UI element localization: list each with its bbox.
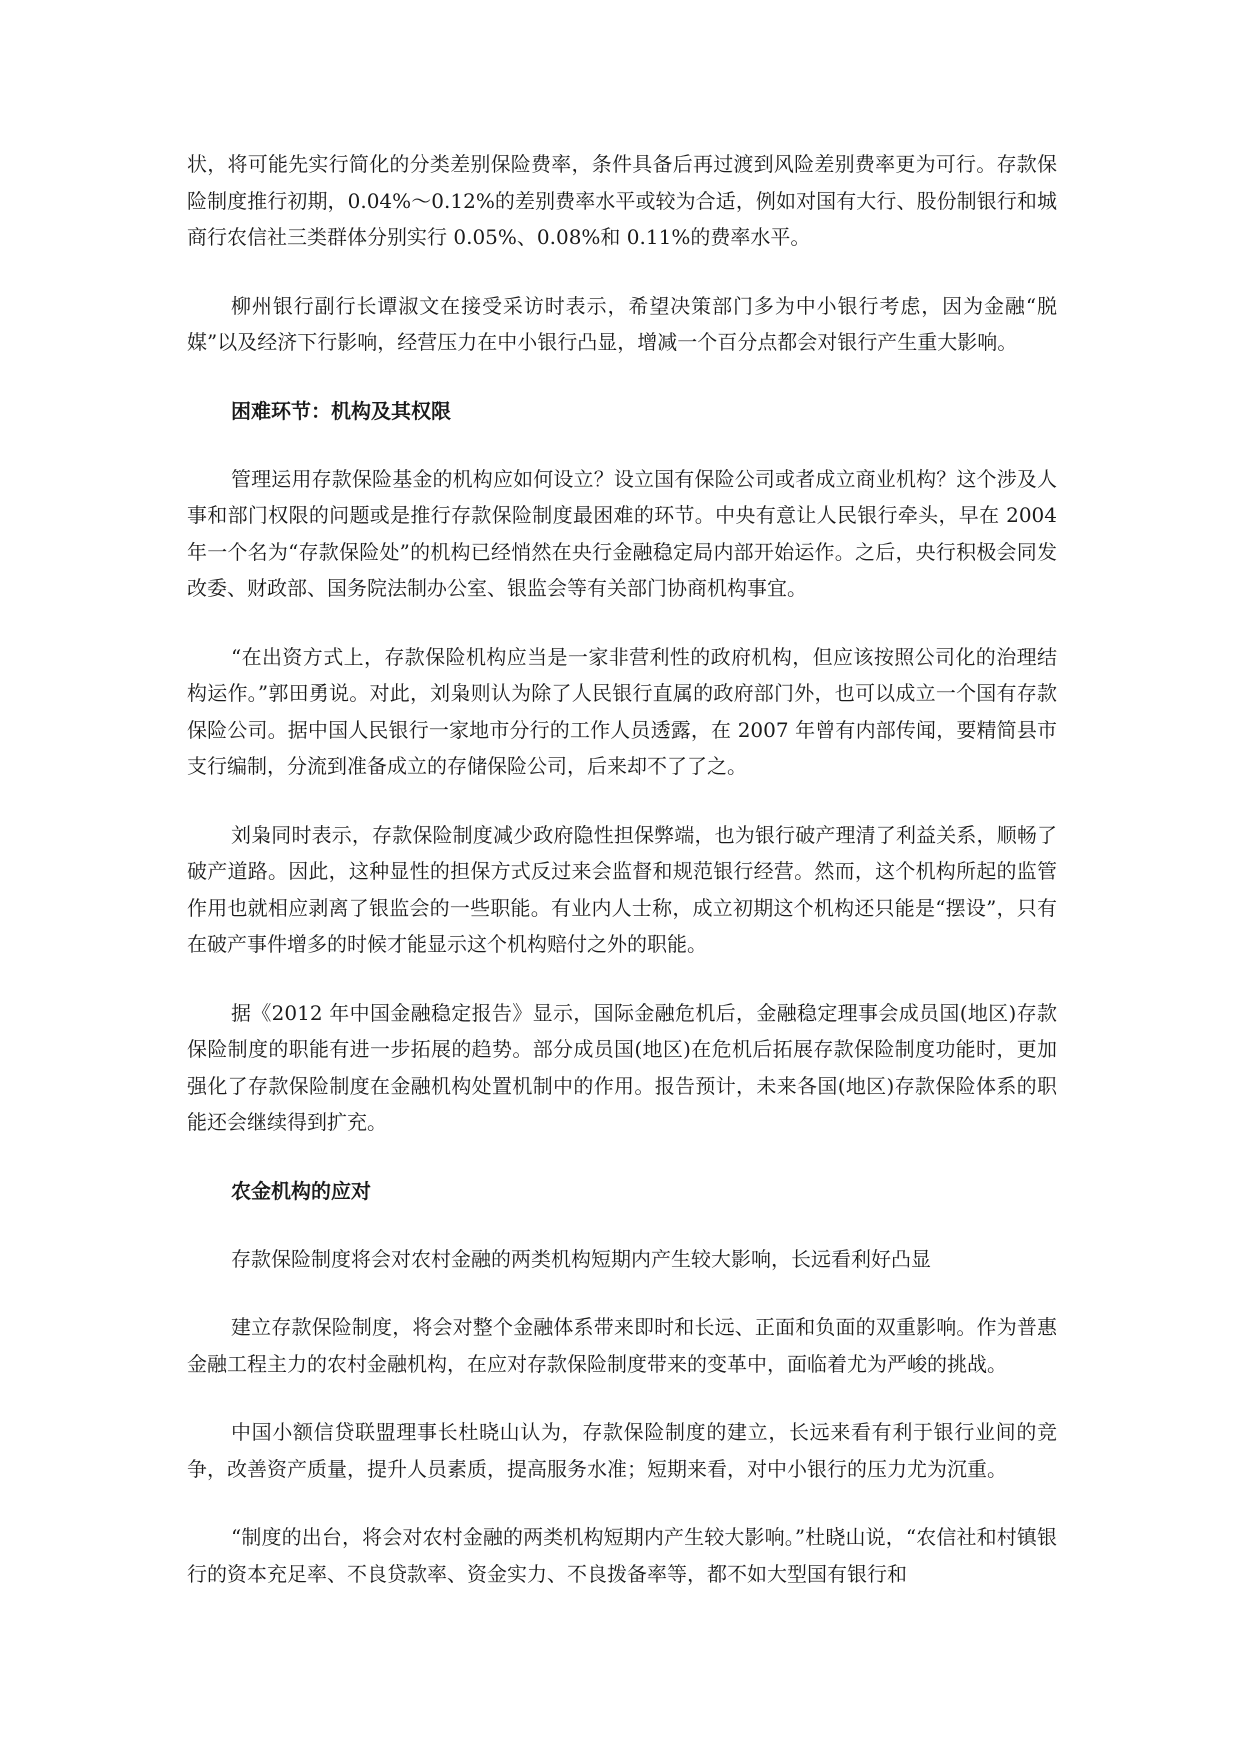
- paragraph-4: “在出资方式上，存款保险机构应当是一家非营利性的政府机构，但应该按照公司化的治理结构运作。”郭田勇说。对此，刘枭则认为除了人民银行直属的政府部门外，也可以成立一个国有存款保险公司。据中国人民银行一家地市分行的工作人员透露，在 2007 年曾有内部传闻，要精简县市支行编制，分流到准备成立的存储保险公司，后来却不了了之。: [187, 644, 1057, 778]
- paragraph-9: 中国小额信贷联盟理事长杜晓山认为，存款保险制度的建立，长远来看有利于银行业间的竞争，改善资产质量，提升人员素质，提高服务水准；短期来看，对中小银行的压力尤为沉重。: [187, 1420, 1057, 1481]
- paragraph-8: 建立存款保险制度，将会对整个金融体系带来即时和长远、正面和负面的双重影响。作为普惠金融工程主力的农村金融机构，在应对存款保险制度带来的变革中，面临着尤为严峻的挑战。: [187, 1315, 1057, 1376]
- paragraph-10: “制度的出台，将会对农村金融的两类机构短期内产生较大影响。”杜晓山说，“农信社和村镇银行的资本充足率、不良贷款率、资金实力、不良拨备率等，都不如大型国有银行和: [187, 1525, 1057, 1586]
- paragraph-5: 刘枭同时表示，存款保险制度减少政府隐性担保弊端，也为银行破产理清了利益关系，顺畅了破产道路。因此，这种显性的担保方式反过来会监督和规范银行经营。然而，这个机构所起的监管作用也就相应剥离了银监会的一些职能。有业内人士称，成立初期这个机构还只能是“摆设”，只有在破产事件增多的时候才能显示这个机构赔付之外的职能。: [187, 822, 1057, 956]
- section-heading-1: 困难环节：机构及其权限: [231, 398, 451, 423]
- paragraph-2: 柳州银行副行长谭淑文在接受采访时表示，希望决策部门多为中小银行考虑，因为金融“脱媒”以及经济下行影响，经营压力在中小银行凸显，增减一个百分点都会对银行产生重大影响。: [187, 293, 1057, 354]
- paragraph-3: 管理运用存款保险基金的机构应如何设立？设立国有保险公司或者成立商业机构？这个涉及人事和部门权限的问题或是推行存款保险制度最困难的环节。中央有意让人民银行牵头，早在 2004 年一个名为“存款保险处”的机构已经悄然在央行金融稳定局内部开始运作。之后，央行积极会同发改委、财政部、国务院法制办公室、银监会等有关部门协商机构事宜。: [187, 466, 1057, 600]
- paragraph-7: 存款保险制度将会对农村金融的两类机构短期内产生较大影响，长远看利好凸显: [231, 1246, 931, 1271]
- paragraph-1: 状，将可能先实行简化的分类差别保险费率，条件具备后再过渡到风险差别费率更为可行。存款保险制度推行初期，0.04%～0.12%的差别费率水平或较为合适，例如对国有大行、股份制银行和城商行农信社三类群体分别实行 0.05%、0.08%和 0.11%的费率水平。: [187, 152, 1057, 249]
- section-heading-2: 农金机构的应对: [231, 1178, 371, 1203]
- document-page: [187, 146, 1057, 1624]
- paragraph-6: 据《2012 年中国金融稳定报告》显示，国际金融危机后，金融稳定理事会成员国(地区)存款保险制度的职能有进一步拓展的趋势。部分成员国(地区)在危机后拓展存款保险制度功能时，更加强化了存款保险制度在金融机构处置机制中的作用。报告预计，未来各国(地区)存款保险体系的职能还会继续得到扩充。: [187, 1000, 1057, 1134]
